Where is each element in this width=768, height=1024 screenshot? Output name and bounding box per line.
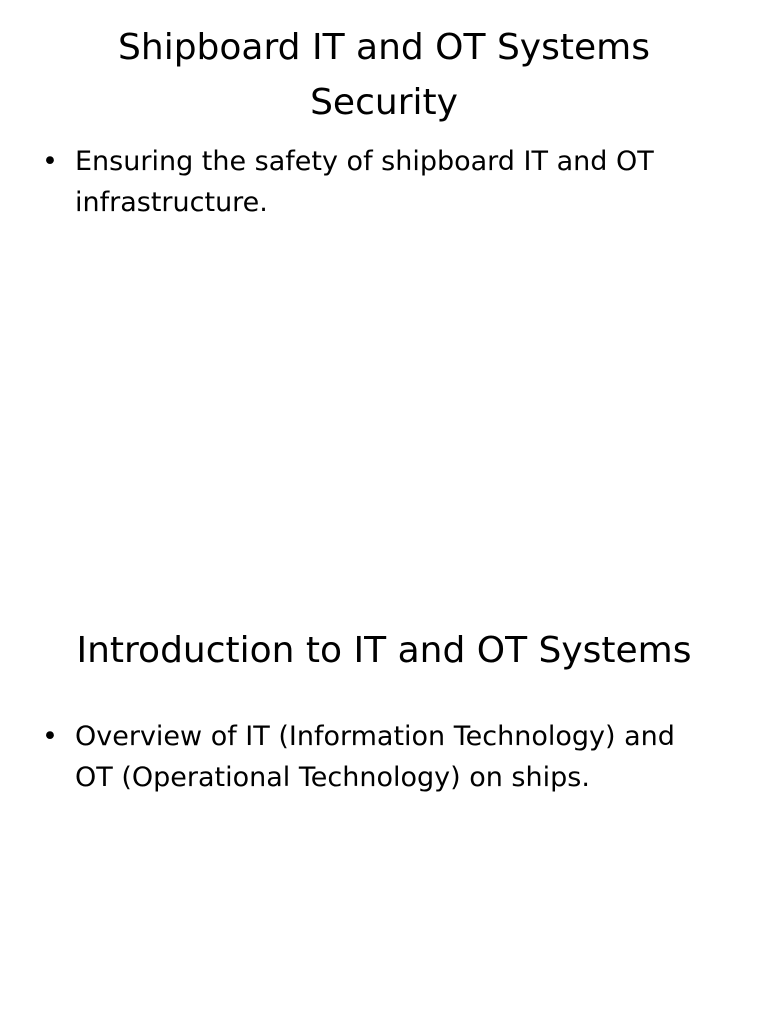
slide-2-bullet-text: Overview of IT (Information Technology) and OT (Operational Technology) on ships. [75,721,675,793]
slide-1-title: Shipboard IT and OT Systems Security [118,27,650,123]
slide-2-title: Introduction to IT and OT Systems [76,630,692,671]
slide-2-bullet-list [40,716,720,798]
slide-2 [0,512,768,1024]
bullet-icon: • [42,721,58,752]
slide-2-bullet-item [40,716,720,798]
slide-1-bullet-list [40,141,720,223]
bullet-icon: • [42,146,58,177]
slide-1-bullet-text: Ensuring the safety of shipboard IT and OT infrastructure. [75,146,654,218]
slide-1-bullet-item [40,141,720,223]
